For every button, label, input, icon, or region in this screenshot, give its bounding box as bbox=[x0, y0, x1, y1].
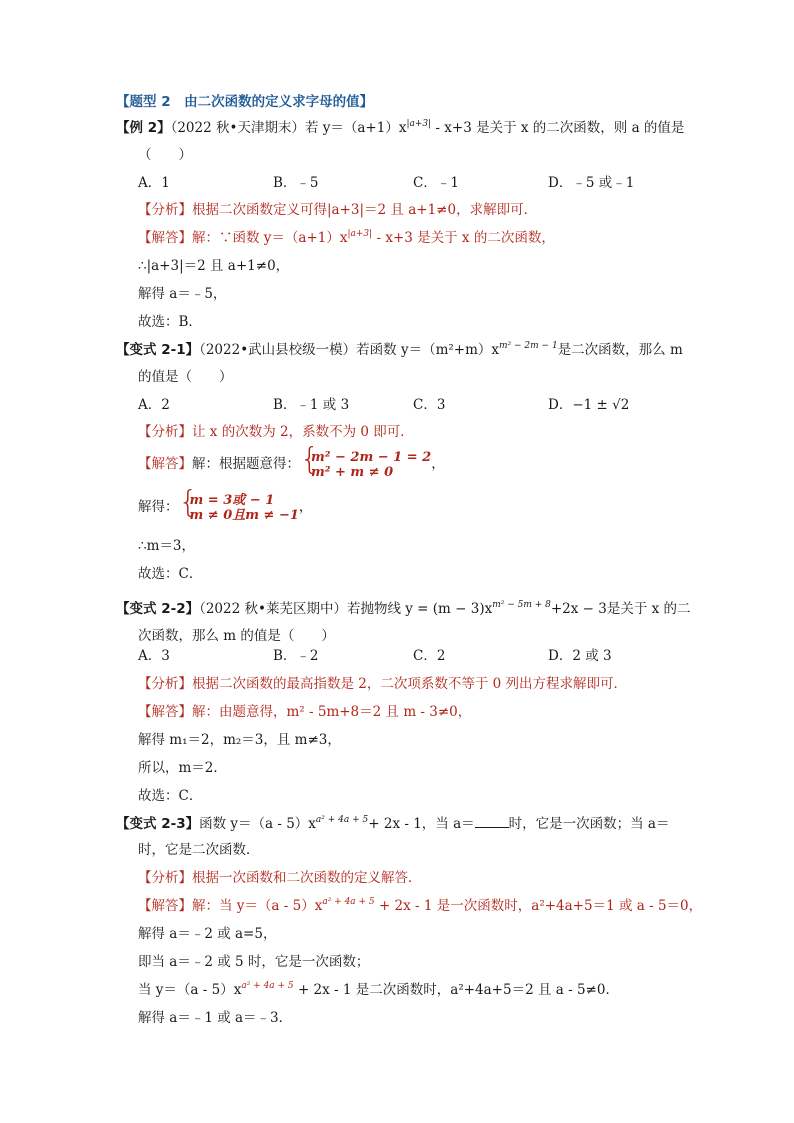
equation-system-1: { m² − 2m − 1 = 2 m² + m ≠ 0 bbox=[302, 450, 431, 480]
example-2-analysis: 【分析】根据二次函数定义可得|a+3|＝2 且 a+1≠0，求解即可． bbox=[138, 202, 538, 218]
variant-2-1-stem: 【变式 2-1】（2022•武山县校级一模）若函数 $y=(m^2+m)x^{m^2 - 2m - 1}$是二次函数，那么 m bbox=[116, 341, 683, 358]
option-a: A．2 bbox=[138, 397, 170, 413]
variant-2-1-stem-cont: 的值是（ ） bbox=[138, 369, 233, 385]
variant-2-2-stem-cont: 次函数，那么 m 的值是（ ） bbox=[138, 628, 335, 644]
option-c: C．2 bbox=[413, 648, 446, 664]
example-2-options bbox=[138, 173, 686, 193]
variant-2-2-options bbox=[138, 646, 686, 666]
example-2-answer: 【解答】解：∵函数 $y=(a+1)x^{|a+3|} - x+3$ 是关于 x 的二次函数， bbox=[138, 229, 555, 246]
option-d: D．﹣5 或﹣1 bbox=[548, 175, 635, 191]
variant-2-3-analysis: 【分析】根据一次函数和二次函数的定义解答． bbox=[138, 870, 422, 886]
option-b: B．﹣1 或 3 bbox=[273, 397, 350, 413]
variant-2-3-tag: 【变式 2-3】 bbox=[116, 816, 200, 832]
variant-2-2-line4: 所以，m＝2． bbox=[138, 760, 227, 776]
variant-2-3-line6: 解得 a＝﹣1 或 a＝﹣3． bbox=[138, 1010, 293, 1026]
answer-blank bbox=[475, 815, 509, 828]
variant-2-3-answer: 【解答】解：当 $y=(a - 5)x^{a^2 + 4a + 5} + 2x - 1$ 是一次函数时，a²+4a+5＝1 或 a - 5＝0， bbox=[138, 897, 703, 914]
variant-2-1-line4: ∴m＝3， bbox=[138, 538, 195, 554]
option-d: D．2 或 3 bbox=[548, 648, 612, 664]
equation-system-2: { m = 3或 − 1 m ≠ 0且m ≠ −1 bbox=[181, 493, 299, 523]
variant-2-3-stem: 【变式 2-3】函数 $y=(a - 5)x^{a^2 + 4a + 5}+ 2x - 1$，当 a＝ 时，它是一次函数；当 a＝ bbox=[116, 815, 670, 832]
variant-2-1-solve: 解得： { m = 3或 − 1 m ≠ 0且m ≠ −1 ， bbox=[138, 491, 312, 523]
example-2-line5: 故选：B． bbox=[138, 314, 202, 330]
variant-2-1-analysis: 【分析】让 x 的次数为 2，系数不为 0 即可． bbox=[138, 424, 414, 440]
option-a: A．3 bbox=[138, 648, 170, 664]
variant-2-3-line3: 解得 a＝﹣2 或 a=5， bbox=[138, 926, 277, 942]
variant-2-1-line5: 故选：C． bbox=[138, 566, 203, 582]
option-b: B．﹣5 bbox=[273, 175, 319, 191]
variant-2-2-analysis: 【分析】根据二次函数的最高指数是 2，二次项系数不等于 0 列出方程求解即可． bbox=[138, 676, 628, 692]
variant-2-2-line3: 解得 m₁＝2，m₂＝3，且 m≠3， bbox=[138, 732, 341, 748]
example-2-stem: 【例 2】（2022 秋•天津期末）若 $y=(a+1)x^{|a+3|} - x+3$ 是关于 x 的二次函数，则 a 的值是 bbox=[116, 119, 685, 136]
variant-2-2-tag: 【变式 2-2】 bbox=[116, 601, 200, 617]
variant-2-3-stem-cont: 时，它是二次函数． bbox=[138, 842, 260, 858]
example-2-line3: ∴|a+3|＝2 且 a+1≠0， bbox=[138, 258, 290, 274]
variant-2-2-answer: 【解答】解：由题意得，m² - 5m+8＝2 且 m - 3≠0， bbox=[138, 704, 472, 720]
variant-2-3-line4: 即当 a＝﹣2 或 5 时，它是一次函数； bbox=[138, 954, 370, 970]
example-2-tag: 【例 2】 bbox=[116, 120, 171, 136]
example-2-line4: 解得 a＝﹣5， bbox=[138, 286, 227, 302]
option-b: B．﹣2 bbox=[273, 648, 319, 664]
variant-2-1-tag: 【变式 2-1】 bbox=[116, 342, 200, 358]
variant-2-1-answer: 【解答】解：根据题意得： { m² − 2m − 1 = 2 m² + m ≠ 0 ， bbox=[138, 448, 445, 480]
section-heading: 【题型 2 由二次函数的定义求字母的值】 bbox=[116, 94, 374, 110]
option-a: A．1 bbox=[138, 175, 170, 191]
option-c: C．﹣1 bbox=[413, 175, 459, 191]
variant-2-3-line5: 当 $y=(a - 5)x^{a^2 + 4a + 5} + 2x - 1$ 是二次函数时，a²+4a+5＝2 且 a - 5≠0． bbox=[138, 981, 619, 998]
option-d: D．−1 ± √2 bbox=[548, 397, 630, 413]
example-2-stem-cont: （ ） bbox=[138, 147, 192, 163]
option-c: C．3 bbox=[413, 397, 446, 413]
variant-2-2-line5: 故选：C． bbox=[138, 788, 203, 804]
variant-2-1-options bbox=[138, 395, 686, 415]
variant-2-2-stem: 【变式 2-2】（2022 秋•莱芜区期中）若抛物线 $y = (m - 3)x^{m^2 - 5m + 8}+2x - 3$是关于 x 的二 bbox=[116, 600, 691, 617]
